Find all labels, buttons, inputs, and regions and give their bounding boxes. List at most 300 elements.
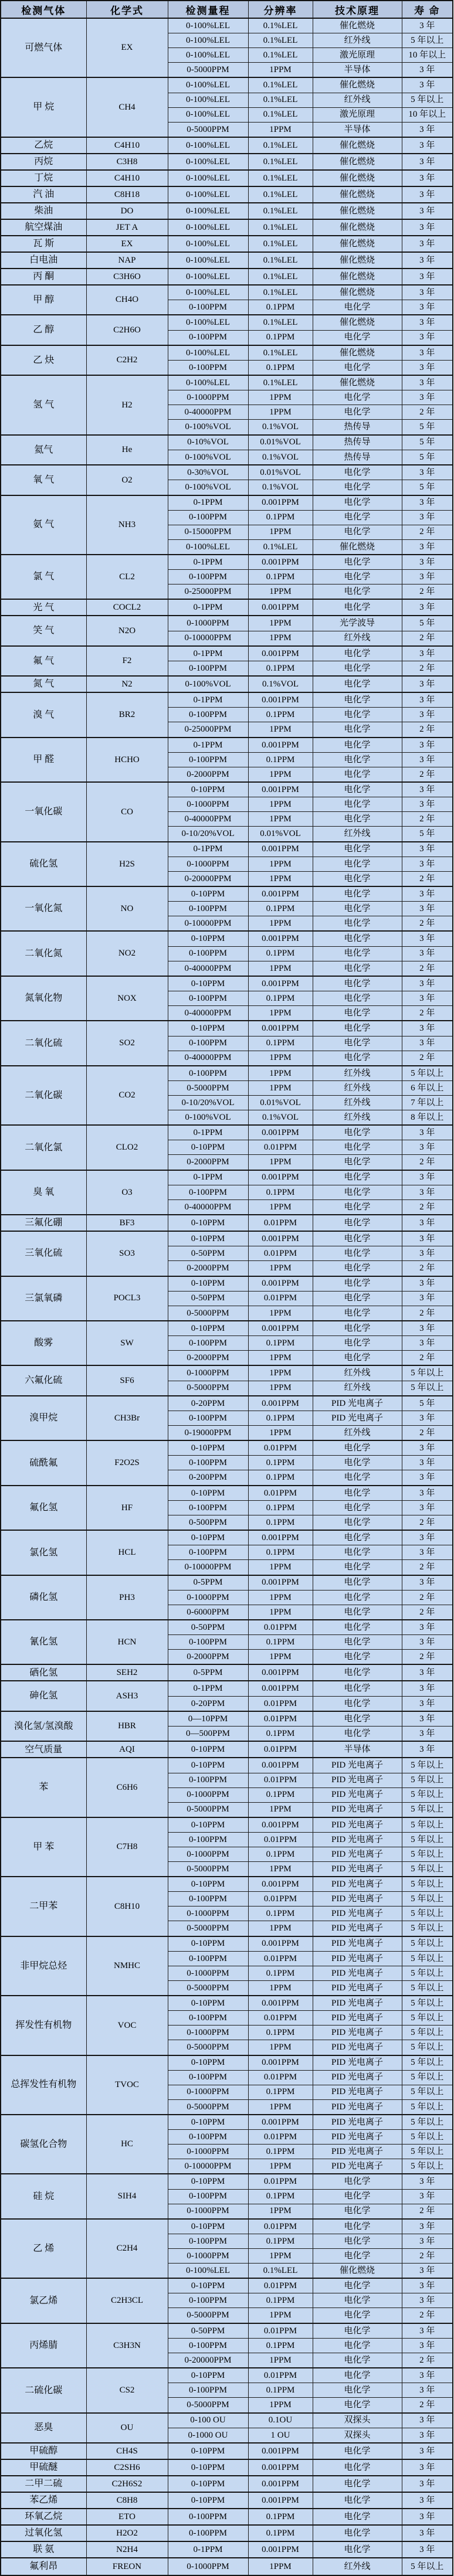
resolution-cell: 0.1%LEL <box>248 375 313 390</box>
resolution-cell: 1PPM <box>248 2159 313 2174</box>
principle-cell: 电化学 <box>313 2219 402 2234</box>
range-cell: 0-100%LEL <box>168 48 248 63</box>
resolution-cell: 0.001PPM <box>248 931 313 946</box>
gas-name-cell: 非甲烷总烃 <box>1 1936 86 1996</box>
range-cell: 0-40000PPM <box>168 1006 248 1021</box>
resolution-cell: 1PPM <box>248 916 313 932</box>
table-row <box>1 1741 453 1758</box>
table-row <box>1 18 453 33</box>
formula-cell: N2 <box>86 676 168 692</box>
life-cell: 2 年 <box>402 1306 453 1321</box>
range-cell: 0-1PPM <box>168 1170 248 1185</box>
resolution-cell: 0.001PPM <box>248 782 313 797</box>
principle-cell: 红外线 <box>313 1066 402 1081</box>
principle-cell: 电化学 <box>313 1170 402 1185</box>
principle-cell: 催化燃烧 <box>313 203 402 219</box>
life-cell: 5 年以上 <box>402 2130 453 2145</box>
range-cell: 0-10PPM <box>168 1321 248 1336</box>
resolution-cell: 0.01PPM <box>248 1711 313 1727</box>
resolution-cell: 0.001PPM <box>248 1575 313 1591</box>
range-cell: 0-15000PPM <box>168 525 248 539</box>
resolution-cell: 0.01PPM <box>248 1741 313 1758</box>
life-cell: 3 年 <box>402 495 453 511</box>
resolution-cell: 0.1PPM <box>248 2338 313 2353</box>
life-cell: 2 年 <box>402 1051 453 1066</box>
gas-name-cell: 过氧化氢 <box>1 2525 86 2541</box>
range-cell: 0-100PPM <box>168 330 248 345</box>
principle-cell: 电化学 <box>313 1575 402 1591</box>
life-cell: 3 年 <box>402 1741 453 1758</box>
range-cell: 0-1000PPM <box>168 2026 248 2040</box>
table-row <box>1 495 453 511</box>
resolution-cell: 0.001PPM <box>248 599 313 616</box>
principle-cell: 催化燃烧 <box>313 252 402 269</box>
principle-cell: PID 光电离子 <box>313 1936 402 1952</box>
formula-cell: O2 <box>86 465 168 495</box>
life-cell: 2 年 <box>402 767 453 782</box>
life-cell: 3 年 <box>402 390 453 405</box>
range-cell: 0-100PPM <box>168 1500 248 1515</box>
range-cell: 0-10PPM <box>168 1877 248 1892</box>
gas-name-cell: 苯 <box>1 1758 86 1817</box>
resolution-cell: 0.1PPM <box>248 1966 313 1980</box>
resolution-cell: 0.01PPM <box>248 2130 313 2145</box>
gas-name-cell: 瓦 斯 <box>1 236 86 252</box>
principle-cell: 电化学 <box>313 525 402 539</box>
life-cell: 2 年 <box>402 525 453 539</box>
formula-cell: CO <box>86 782 168 841</box>
table-row <box>1 1321 453 1336</box>
resolution-cell: 0.001PPM <box>248 1664 313 1681</box>
principle-cell: PID 光电离子 <box>313 1921 402 1936</box>
resolution-cell: 1PPM <box>248 1351 313 1366</box>
range-cell: 0-1000PPM <box>168 1966 248 1980</box>
range-cell: 0-10PPM <box>168 1741 248 1758</box>
table-row <box>1 315 453 330</box>
resolution-cell: 1PPM <box>248 2040 313 2055</box>
range-cell: 0-30%VOL <box>168 465 248 480</box>
resolution-cell: 1PPM <box>248 2099 313 2115</box>
resolution-cell: 1PPM <box>248 1080 313 1095</box>
table-row <box>1 1231 453 1246</box>
formula-cell: CO2 <box>86 1066 168 1125</box>
gas-name-cell: 溴甲烷 <box>1 1396 86 1440</box>
formula-cell: HBR <box>86 1711 168 1741</box>
life-cell: 3 年 <box>402 539 453 555</box>
principle-cell: 电化学 <box>313 722 402 738</box>
life-cell: 3 年 <box>402 2383 453 2398</box>
resolution-cell: 1PPM <box>248 2249 313 2264</box>
col-header-principle: 技术原理 <box>313 1 402 18</box>
resolution-cell: 0.001PPM <box>248 1231 313 1246</box>
range-cell: 0-40000PPM <box>168 405 248 420</box>
principle-cell: 电化学 <box>313 1336 402 1351</box>
resolution-cell: 0.1%LEL <box>248 315 313 330</box>
gas-name-cell: 可燃气体 <box>1 18 86 77</box>
resolution-cell: 0.1PPM <box>248 902 313 916</box>
gas-name-cell: 氰化氢 <box>1 1620 86 1664</box>
life-cell: 5 年以上 <box>402 1936 453 1952</box>
principle-cell: 电化学 <box>313 584 402 600</box>
life-cell: 3 年 <box>402 1620 453 1635</box>
life-cell: 5 年以上 <box>402 2115 453 2130</box>
resolution-cell: 1PPM <box>248 1980 313 1996</box>
formula-cell: C2H2 <box>86 345 168 375</box>
formula-cell: COCL2 <box>86 599 168 616</box>
resolution-cell: 0.01PPM <box>248 2323 313 2339</box>
principle-cell: PID 光电离子 <box>313 1396 402 1411</box>
principle-cell: 热传导 <box>313 420 402 435</box>
range-cell: 0-100PPM <box>168 1456 248 1470</box>
range-cell: 0-100%LEL <box>168 2264 248 2279</box>
gas-name-cell: 碳氢化合物 <box>1 2115 86 2174</box>
life-cell: 5 年以上 <box>402 1877 453 1892</box>
range-cell: 0-100PPM <box>168 1892 248 1906</box>
range-cell: 0-1PPM <box>168 842 248 857</box>
range-cell: 0-100%LEL <box>168 170 248 186</box>
resolution-cell: 0.1%LEL <box>248 18 313 33</box>
life-cell: 3 年 <box>402 236 453 252</box>
formula-cell: HCL <box>86 1530 168 1575</box>
range-cell: 0-2000PPM <box>168 1261 248 1276</box>
gas-name-cell: 氮 气 <box>1 676 86 692</box>
range-cell: 0-100%LEL <box>168 285 248 300</box>
gas-name-cell: 氟利昂 <box>1 2558 86 2575</box>
range-cell: 0-5000PPM <box>168 1306 248 1321</box>
resolution-cell: 0.01PPM <box>248 1140 313 1155</box>
life-cell: 3 年 <box>402 510 453 525</box>
gas-name-cell: 甲硫醚 <box>1 2459 86 2476</box>
life-cell: 2 年 <box>402 812 453 827</box>
range-cell: 0-10PPM <box>168 976 248 991</box>
range-cell: 0-100%LEL <box>168 18 248 33</box>
principle-cell: 电化学 <box>313 931 402 946</box>
range-cell: 0-100%LEL <box>168 269 248 285</box>
resolution-cell: 0.001PPM <box>248 2115 313 2130</box>
resolution-cell: 0.001PPM <box>248 2476 313 2492</box>
resolution-cell: 1PPM <box>248 1365 313 1381</box>
life-cell: 5 年以上 <box>402 2070 453 2085</box>
life-cell: 3 年 <box>402 375 453 390</box>
resolution-cell: 0.001PPM <box>248 1276 313 1292</box>
principle-cell: 电化学 <box>313 916 402 932</box>
range-cell: 0-5000PPM <box>168 1080 248 1095</box>
principle-cell: 热传导 <box>313 435 402 450</box>
resolution-cell: 0.001PPM <box>248 2492 313 2509</box>
principle-cell: 电化学 <box>313 692 402 708</box>
range-cell: 0-5PPM <box>168 1664 248 1681</box>
formula-cell: TVOC <box>86 2055 168 2115</box>
principle-cell: 催化燃烧 <box>313 236 402 252</box>
life-cell: 5 年 <box>402 435 453 450</box>
range-cell: 0-10%VOL <box>168 435 248 450</box>
gas-name-cell: 氧 气 <box>1 465 86 495</box>
range-cell: 0-10PPM <box>168 2368 248 2383</box>
table-row <box>1 1758 453 1773</box>
life-cell: 2 年 <box>402 1261 453 1276</box>
formula-cell: F2 <box>86 646 168 676</box>
resolution-cell: 0.1PPM <box>248 360 313 375</box>
range-cell: 0-100PPM <box>168 1832 248 1847</box>
formula-cell: VOC <box>86 1996 168 2055</box>
table-row <box>1 1486 453 1501</box>
resolution-cell: 0.001PPM <box>248 1681 313 1696</box>
principle-cell: 催化燃烧 <box>313 539 402 555</box>
range-cell: 0-100PPM <box>168 661 248 677</box>
gas-name-cell: 二氧化氯 <box>1 1125 86 1170</box>
life-cell: 10 年以上 <box>402 48 453 63</box>
range-cell: 0-100 OU <box>168 2413 248 2428</box>
resolution-cell: 0.1%VOL <box>248 1110 313 1125</box>
principle-cell: 电化学 <box>313 570 402 584</box>
life-cell: 3 年 <box>402 252 453 269</box>
table-row <box>1 1365 453 1381</box>
life-cell: 5 年以上 <box>402 33 453 48</box>
life-cell: 3 年 <box>402 570 453 584</box>
principle-cell: PID 光电离子 <box>313 1906 402 1921</box>
life-cell: 3 年 <box>402 599 453 616</box>
formula-cell: C2H6S2 <box>86 2476 168 2492</box>
resolution-cell: 0.1%LEL <box>248 48 313 63</box>
range-cell: 0-20PPM <box>168 1696 248 1711</box>
range-cell: 0-1000PPM <box>168 1590 248 1605</box>
principle-cell: 电化学 <box>313 2383 402 2398</box>
life-cell: 5 年以上 <box>402 1966 453 1980</box>
formula-cell: C8H8 <box>86 2492 168 2509</box>
range-cell: 0-100PPM <box>168 752 248 767</box>
formula-cell: EX <box>86 18 168 77</box>
resolution-cell: 0.1PPM <box>248 2085 313 2099</box>
life-cell: 2 年 <box>402 1351 453 1366</box>
range-cell: 0-10PPM <box>168 886 248 902</box>
life-cell: 3 年 <box>402 1021 453 1036</box>
life-cell: 5 年以上 <box>402 2558 453 2575</box>
resolution-cell: 1PPM <box>248 1921 313 1936</box>
range-cell: 0-1000PPM <box>168 2249 248 2264</box>
principle-cell: 电化学 <box>313 2338 402 2353</box>
range-cell: 0-100PPM <box>168 1545 248 1560</box>
resolution-cell: 0.1PPM <box>248 300 313 315</box>
resolution-cell: 1PPM <box>248 767 313 782</box>
table-row <box>1 1215 453 1231</box>
principle-cell: 电化学 <box>313 1635 402 1650</box>
range-cell: 0-10PPM <box>168 1758 248 1773</box>
resolution-cell: 0.1PPM <box>248 2509 313 2525</box>
principle-cell: 红外线 <box>313 1365 402 1381</box>
life-cell: 3 年 <box>402 154 453 170</box>
formula-cell: C7H8 <box>86 1817 168 1877</box>
life-cell: 2 年 <box>402 661 453 677</box>
life-cell: 5 年以上 <box>402 1787 453 1802</box>
principle-cell: 电化学 <box>313 495 402 511</box>
principle-cell: PID 光电离子 <box>313 2055 402 2071</box>
range-cell: 0-10PPM <box>168 1021 248 1036</box>
resolution-cell: 1PPM <box>248 812 313 827</box>
resolution-cell: 0.001PPM <box>248 2459 313 2476</box>
resolution-cell: 0.1%LEL <box>248 345 313 361</box>
range-cell: 0-1000PPM <box>168 857 248 871</box>
range-cell: 0-100PPM <box>168 2189 248 2204</box>
formula-cell: C3H6O <box>86 269 168 285</box>
principle-cell: 电化学 <box>313 599 402 616</box>
life-cell: 3 年 <box>402 2541 453 2558</box>
range-cell: 0-1PPM <box>168 2541 248 2558</box>
resolution-cell: 1PPM <box>248 1261 313 1276</box>
life-cell: 3 年 <box>402 330 453 345</box>
gas-name-cell: 空气质量 <box>1 1741 86 1758</box>
table-row <box>1 646 453 661</box>
range-cell: 0-100PPM <box>168 2234 248 2249</box>
life-cell: 3 年 <box>402 137 453 154</box>
formula-cell: SF6 <box>86 1365 168 1395</box>
resolution-cell: 0.1PPM <box>248 1185 313 1199</box>
resolution-cell: 0.1%LEL <box>248 77 313 93</box>
life-cell: 2 年 <box>402 1605 453 1620</box>
table-row <box>1 435 453 450</box>
range-cell: 0-5000PPM <box>168 1980 248 1996</box>
table-row <box>1 2413 453 2428</box>
resolution-cell: 1PPM <box>248 2308 313 2323</box>
resolution-cell: 0.1%LEL <box>248 236 313 252</box>
resolution-cell: 0.001PPM <box>248 1817 313 1833</box>
principle-cell: 电化学 <box>313 1605 402 1620</box>
range-cell: 0-100%VOL <box>168 1110 248 1125</box>
formula-cell: H2S <box>86 842 168 886</box>
resolution-cell: 1PPM <box>248 1605 313 1620</box>
principle-cell: PID 光电离子 <box>313 2085 402 2099</box>
resolution-cell: 0.001PPM <box>248 738 313 753</box>
table-row <box>1 1066 453 1081</box>
life-cell: 3 年 <box>402 1170 453 1185</box>
principle-cell: PID 光电离子 <box>313 1787 402 1802</box>
range-cell: 0-100PPM <box>168 946 248 961</box>
life-cell: 3 年 <box>402 2278 453 2293</box>
table-row <box>1 1440 453 1456</box>
resolution-cell: 0.1%LEL <box>248 107 313 122</box>
resolution-cell: 0.1PPM <box>248 1906 313 1921</box>
table-row <box>1 1396 453 1411</box>
resolution-cell: 1PPM <box>248 390 313 405</box>
gas-name-cell: 溴 气 <box>1 692 86 737</box>
principle-cell: 电化学 <box>313 738 402 753</box>
principle-cell: 电化学 <box>313 1321 402 1336</box>
gas-name-cell: 乙 烯 <box>1 2219 86 2278</box>
col-header-life: 寿 命 <box>402 1 453 18</box>
gas-name-cell: 甲 醇 <box>1 285 86 315</box>
life-cell: 3 年 <box>402 269 453 285</box>
resolution-cell: 0.1PPM <box>248 752 313 767</box>
resolution-cell: 0.1%LEL <box>248 252 313 269</box>
resolution-cell: 0.1PPM <box>248 708 313 722</box>
range-cell: 0-50PPM <box>168 1246 248 1261</box>
principle-cell: 电化学 <box>313 902 402 916</box>
principle-cell: 电化学 <box>313 1051 402 1066</box>
principle-cell: 催化燃烧 <box>313 77 402 93</box>
resolution-cell: 0.001PPM <box>248 1758 313 1773</box>
resolution-cell: 1PPM <box>248 1006 313 1021</box>
table-row <box>1 931 453 946</box>
table-row <box>1 1711 453 1727</box>
life-cell: 3 年 <box>402 2174 453 2189</box>
resolution-cell: 0.1PPM <box>248 1336 313 1351</box>
gas-name-cell: 环氧乙烷 <box>1 2509 86 2525</box>
range-cell: 0-100PPM <box>168 1185 248 1199</box>
resolution-cell: 0.001PPM <box>248 1936 313 1952</box>
principle-cell: 电化学 <box>313 390 402 405</box>
principle-cell: 电化学 <box>313 1036 402 1051</box>
resolution-cell: 0.1%LEL <box>248 539 313 555</box>
resolution-cell: 0.001PPM <box>248 646 313 661</box>
resolution-cell: 0.01PPM <box>248 1951 313 1966</box>
principle-cell: 电化学 <box>313 2234 402 2249</box>
life-cell: 6 年以上 <box>402 1080 453 1095</box>
table-row <box>1 1125 453 1140</box>
range-cell: 0-20PPM <box>168 1396 248 1411</box>
formula-cell: HCN <box>86 1620 168 1664</box>
range-cell: 0-10PPM <box>168 2459 248 2476</box>
life-cell: 5 年以上 <box>402 2055 453 2071</box>
range-cell: 0-1PPM <box>168 555 248 570</box>
life-cell: 5 年以上 <box>402 1861 453 1877</box>
life-cell: 3 年 <box>402 360 453 375</box>
gas-name-cell: 酸雾 <box>1 1321 86 1365</box>
range-cell: 0-10PPM <box>168 1530 248 1545</box>
range-cell: 0-100%LEL <box>168 93 248 107</box>
principle-cell: 电化学 <box>313 1199 402 1215</box>
principle-cell: 电化学 <box>313 1006 402 1021</box>
table-row <box>1 252 453 269</box>
range-cell: 0-100%LEL <box>168 539 248 555</box>
principle-cell: 电化学 <box>313 1696 402 1711</box>
life-cell: 5 年以上 <box>402 1066 453 1081</box>
range-cell: 0-100%LEL <box>168 219 248 236</box>
table-row <box>1 1276 453 1292</box>
resolution-cell: 0.01PPM <box>248 1620 313 1635</box>
gas-name-cell: 一氧化氮 <box>1 886 86 931</box>
resolution-cell: 0.01%VOL <box>248 827 313 842</box>
range-cell: 0-20000PPM <box>168 871 248 886</box>
resolution-cell: 0.1PPM <box>248 1500 313 1515</box>
principle-cell: 电化学 <box>313 1155 402 1170</box>
life-cell: 3 年 <box>402 63 453 78</box>
life-cell: 3 年 <box>402 2189 453 2204</box>
range-cell: 0-1PPM <box>168 1125 248 1140</box>
life-cell: 3 年 <box>402 465 453 480</box>
principle-cell: 电化学 <box>313 2189 402 2204</box>
range-cell: 0-100PPM <box>168 2130 248 2145</box>
life-cell: 3 年 <box>402 555 453 570</box>
resolution-cell: 0.1%LEL <box>248 154 313 170</box>
life-cell: 3 年 <box>402 2459 453 2476</box>
principle-cell: 电化学 <box>313 1261 402 1276</box>
principle-cell: 电化学 <box>313 708 402 722</box>
table-row <box>1 2525 453 2541</box>
range-cell: 0-1000PPM <box>168 1847 248 1861</box>
gas-name-cell: 乙烷 <box>1 137 86 154</box>
principle-cell: PID 光电离子 <box>313 1951 402 1966</box>
life-cell: 2 年 <box>402 584 453 600</box>
principle-cell: 电化学 <box>313 1500 402 1515</box>
principle-cell: PID 光电离子 <box>313 1802 402 1817</box>
principle-cell: PID 光电离子 <box>313 2115 402 2130</box>
range-cell: 0-1000PPM <box>168 616 248 631</box>
range-cell: 0-2000PPM <box>168 767 248 782</box>
gas-name-cell: 溴化氢/氢溴酸 <box>1 1711 86 1741</box>
principle-cell: 电化学 <box>313 1664 402 1681</box>
life-cell: 5 年 <box>402 450 453 465</box>
principle-cell: 电化学 <box>313 661 402 677</box>
range-cell: 0-10000PPM <box>168 2159 248 2174</box>
